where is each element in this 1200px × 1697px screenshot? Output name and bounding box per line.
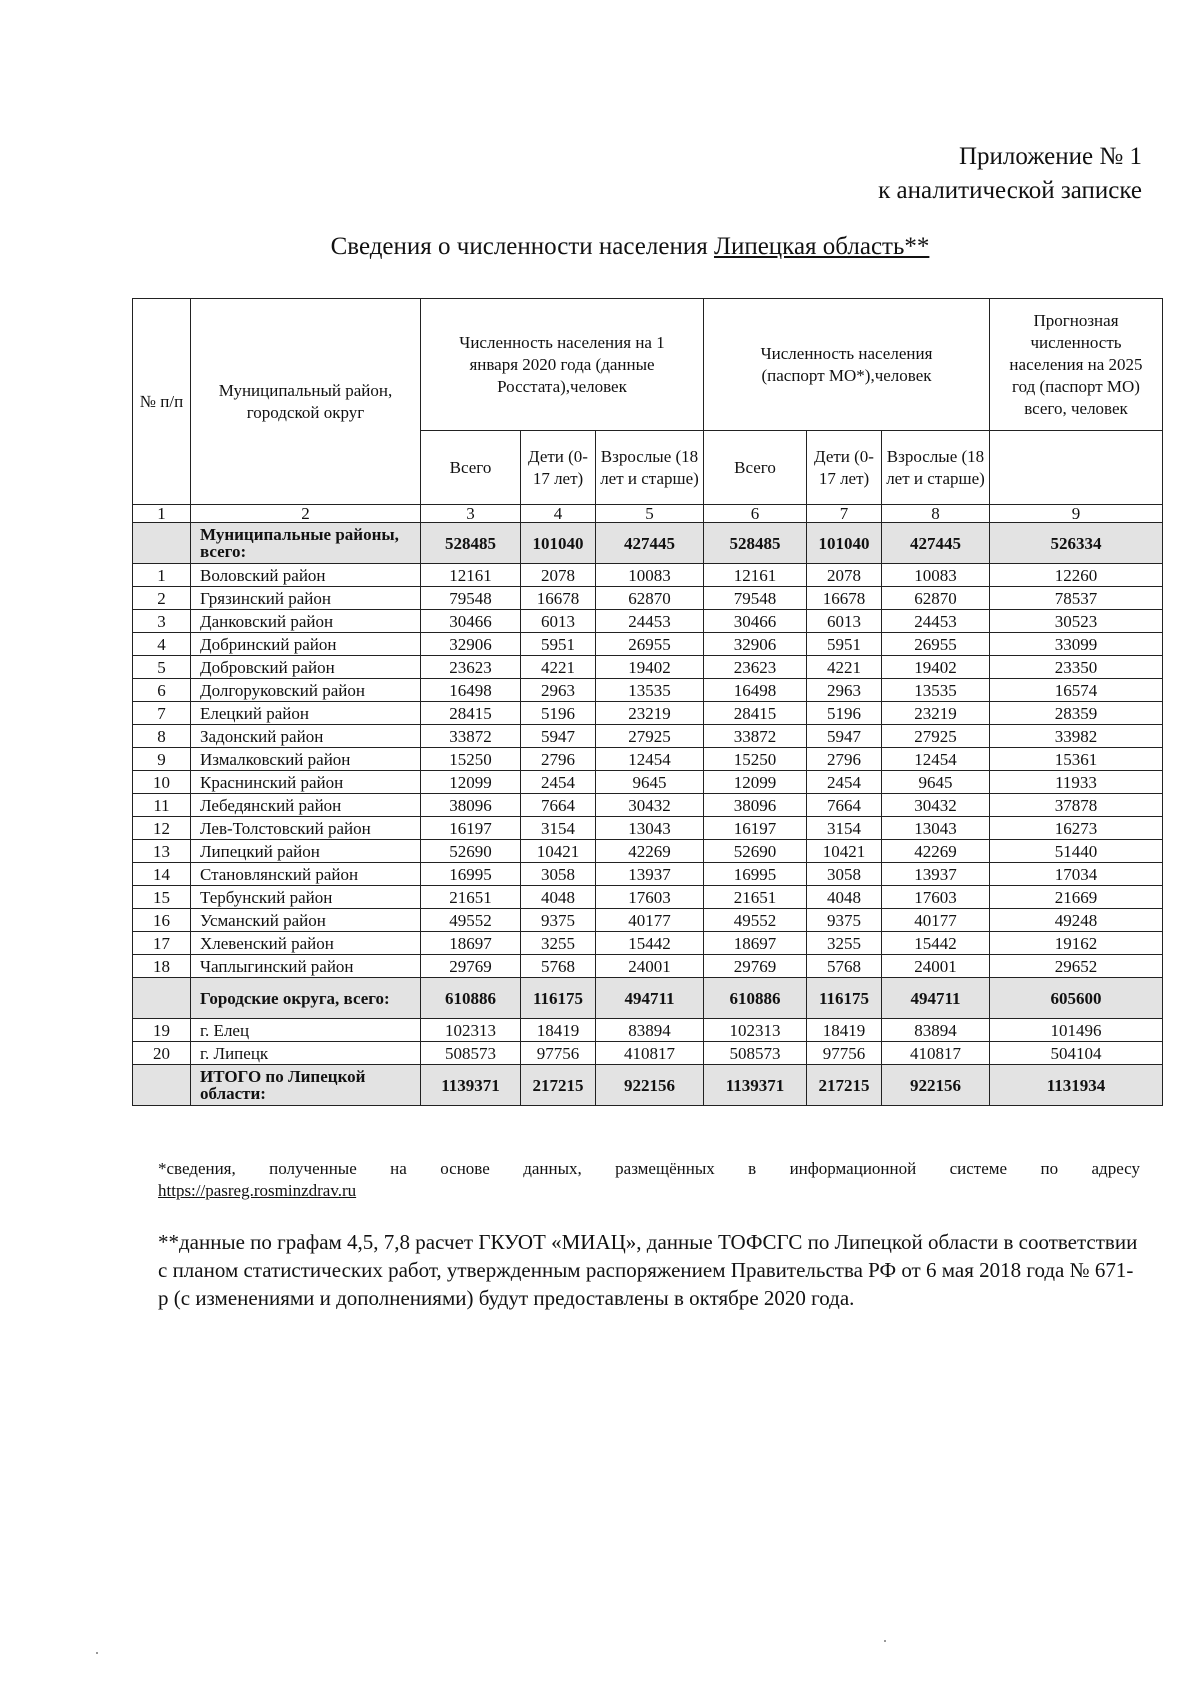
cell-value: 30466 <box>704 610 807 633</box>
cell-value: 78537 <box>990 587 1163 610</box>
cell-value: 12099 <box>421 771 521 794</box>
cell-value: 19162 <box>990 932 1163 955</box>
cell-value: 38096 <box>421 794 521 817</box>
cell-value: 2454 <box>807 771 882 794</box>
cell-value: 13937 <box>596 863 704 886</box>
cell-value: 922156 <box>596 1065 704 1106</box>
table-total-row <box>133 523 1163 564</box>
cell-value: 427445 <box>882 523 990 564</box>
table-row <box>133 679 1163 702</box>
cell-value: 12454 <box>596 748 704 771</box>
column-number-row <box>133 505 1163 523</box>
cell-value: 49552 <box>421 909 521 932</box>
cell-value: 10083 <box>596 564 704 587</box>
scan-speck <box>96 1652 98 1654</box>
cell-value: 79548 <box>421 587 521 610</box>
cell-num: 6 <box>133 679 191 702</box>
cell-value: 6013 <box>521 610 596 633</box>
cell-value: 27925 <box>882 725 990 748</box>
column-number: 8 <box>882 505 990 523</box>
cell-value: 3058 <box>807 863 882 886</box>
title-prefix: Сведения о численности населения <box>330 233 714 260</box>
cell-num: 15 <box>133 886 191 909</box>
table-row <box>133 725 1163 748</box>
cell-value: 16197 <box>704 817 807 840</box>
cell-value: 32906 <box>704 633 807 656</box>
header-children-passport: Дети (0-17 лет) <box>807 431 882 505</box>
cell-value: 5196 <box>521 702 596 725</box>
cell-value: 33872 <box>421 725 521 748</box>
cell-value: 410817 <box>596 1042 704 1065</box>
cell-value: 5947 <box>521 725 596 748</box>
cell-value: 605600 <box>990 978 1163 1019</box>
cell-num: 5 <box>133 656 191 679</box>
cell-value: 18419 <box>807 1019 882 1042</box>
header-num: № п/п <box>133 299 191 505</box>
header-total-rosstat: Всего <box>421 431 521 505</box>
cell-value: 13937 <box>882 863 990 886</box>
cell-value: 494711 <box>596 978 704 1019</box>
cell-name: Данковский район <box>191 610 421 633</box>
cell-value: 38096 <box>704 794 807 817</box>
cell-value: 51440 <box>990 840 1163 863</box>
cell-value: 52690 <box>421 840 521 863</box>
cell-name: Измалковский район <box>191 748 421 771</box>
cell-value: 4221 <box>807 656 882 679</box>
cell-value: 101496 <box>990 1019 1163 1042</box>
table-row <box>133 886 1163 909</box>
cell-value: 16498 <box>704 679 807 702</box>
appendix-header <box>878 140 1142 208</box>
cell-num: 19 <box>133 1019 191 1042</box>
cell-value: 1139371 <box>704 1065 807 1106</box>
cell-value: 101040 <box>521 523 596 564</box>
cell-value: 2796 <box>807 748 882 771</box>
header-forecast: Прогнозная численность населения на 2025 год (паспорт МО) всего, человек <box>990 299 1163 431</box>
cell-name: Лев-Толстовский район <box>191 817 421 840</box>
cell-value: 17034 <box>990 863 1163 886</box>
cell-value: 101040 <box>807 523 882 564</box>
cell-value: 12161 <box>704 564 807 587</box>
cell-value: 3255 <box>807 932 882 955</box>
header-children-rosstat: Дети (0-17 лет) <box>521 431 596 505</box>
cell-value: 83894 <box>596 1019 704 1042</box>
cell-value: 30466 <box>421 610 521 633</box>
cell-value: 83894 <box>882 1019 990 1042</box>
cell-value: 62870 <box>596 587 704 610</box>
cell-num: 12 <box>133 817 191 840</box>
cell-num <box>133 1065 191 1106</box>
cell-value: 21669 <box>990 886 1163 909</box>
cell-num: 17 <box>133 932 191 955</box>
cell-value: 13535 <box>596 679 704 702</box>
cell-value: 30523 <box>990 610 1163 633</box>
column-number: 5 <box>596 505 704 523</box>
cell-num: 20 <box>133 1042 191 1065</box>
cell-value: 15250 <box>421 748 521 771</box>
cell-value: 102313 <box>704 1019 807 1042</box>
cell-value: 29769 <box>704 955 807 978</box>
table-row <box>133 817 1163 840</box>
cell-num <box>133 978 191 1019</box>
column-number: 2 <box>191 505 421 523</box>
table-row <box>133 564 1163 587</box>
cell-value: 2078 <box>807 564 882 587</box>
cell-value: 33872 <box>704 725 807 748</box>
cell-value: 116175 <box>807 978 882 1019</box>
table-row <box>133 610 1163 633</box>
cell-value: 1139371 <box>421 1065 521 1106</box>
cell-value: 494711 <box>882 978 990 1019</box>
cell-value: 15442 <box>882 932 990 955</box>
cell-value: 9375 <box>521 909 596 932</box>
cell-value: 3255 <box>521 932 596 955</box>
cell-value: 13043 <box>596 817 704 840</box>
cell-value: 10083 <box>882 564 990 587</box>
cell-num: 7 <box>133 702 191 725</box>
appendix-line-2: к аналитической записке <box>878 177 1142 204</box>
cell-value: 610886 <box>704 978 807 1019</box>
cell-value: 16574 <box>990 679 1163 702</box>
cell-value: 4048 <box>521 886 596 909</box>
table-row <box>133 955 1163 978</box>
cell-value: 97756 <box>521 1042 596 1065</box>
cell-value: 16678 <box>521 587 596 610</box>
cell-name: ИТОГО по Липецкой области: <box>191 1065 421 1106</box>
cell-name: Городские округа, всего: <box>191 978 421 1019</box>
cell-value: 23623 <box>421 656 521 679</box>
cell-value: 16498 <box>421 679 521 702</box>
cell-name: Краснинский район <box>191 771 421 794</box>
cell-value: 12454 <box>882 748 990 771</box>
cell-value: 49552 <box>704 909 807 932</box>
appendix-line-1: Приложение № 1 <box>958 143 1142 170</box>
cell-name: Усманский район <box>191 909 421 932</box>
table-row <box>133 794 1163 817</box>
cell-num: 2 <box>133 587 191 610</box>
cell-value: 427445 <box>596 523 704 564</box>
cell-value: 5196 <box>807 702 882 725</box>
cell-num: 4 <box>133 633 191 656</box>
cell-value: 10421 <box>521 840 596 863</box>
cell-num: 9 <box>133 748 191 771</box>
cell-value: 16995 <box>421 863 521 886</box>
cell-num: 18 <box>133 955 191 978</box>
cell-name: Становлянский район <box>191 863 421 886</box>
cell-value: 4048 <box>807 886 882 909</box>
footnote-1-url: https://pasreg.rosminzdrav.ru <box>158 1181 357 1200</box>
table-row <box>133 840 1163 863</box>
table-row <box>133 587 1163 610</box>
cell-value: 2963 <box>521 679 596 702</box>
cell-value: 3154 <box>521 817 596 840</box>
cell-value: 410817 <box>882 1042 990 1065</box>
cell-value: 5947 <box>807 725 882 748</box>
cell-value: 2454 <box>521 771 596 794</box>
cell-value: 10421 <box>807 840 882 863</box>
cell-value: 24453 <box>882 610 990 633</box>
cell-value: 2796 <box>521 748 596 771</box>
cell-value: 24001 <box>882 955 990 978</box>
table-body <box>133 523 1163 1106</box>
table-row <box>133 771 1163 794</box>
cell-name: Грязинский район <box>191 587 421 610</box>
cell-value: 15361 <box>990 748 1163 771</box>
cell-value: 7664 <box>807 794 882 817</box>
cell-name: Тербунский район <box>191 886 421 909</box>
cell-value: 18419 <box>521 1019 596 1042</box>
cell-value: 508573 <box>704 1042 807 1065</box>
cell-value: 24001 <box>596 955 704 978</box>
cell-value: 2963 <box>807 679 882 702</box>
cell-value: 922156 <box>882 1065 990 1106</box>
header-total-passport: Всего <box>704 431 807 505</box>
cell-value: 23623 <box>704 656 807 679</box>
cell-value: 21651 <box>704 886 807 909</box>
cell-value: 40177 <box>882 909 990 932</box>
cell-name: Липецкий район <box>191 840 421 863</box>
cell-value: 17603 <box>882 886 990 909</box>
cell-value: 12161 <box>421 564 521 587</box>
document-title <box>0 233 1200 261</box>
footnote-1: *сведения, полученные на основе данных, размещённых в информационной системе по адресу <box>158 1159 1140 1178</box>
cell-value: 504104 <box>990 1042 1163 1065</box>
cell-name: г. Липецк <box>191 1042 421 1065</box>
cell-value: 528485 <box>421 523 521 564</box>
table-row <box>133 633 1163 656</box>
column-number: 6 <box>704 505 807 523</box>
cell-value: 26955 <box>596 633 704 656</box>
cell-value: 16273 <box>990 817 1163 840</box>
cell-name: Воловский район <box>191 564 421 587</box>
cell-value: 23219 <box>596 702 704 725</box>
cell-value: 23350 <box>990 656 1163 679</box>
header-passport-group: Численность населения (паспорт МО*),человек <box>704 299 990 431</box>
header-forecast-empty <box>990 431 1163 505</box>
cell-value: 1131934 <box>990 1065 1163 1106</box>
cell-num: 10 <box>133 771 191 794</box>
cell-value: 11933 <box>990 771 1163 794</box>
cell-value: 217215 <box>807 1065 882 1106</box>
cell-num: 8 <box>133 725 191 748</box>
cell-value: 13043 <box>882 817 990 840</box>
cell-value: 24453 <box>596 610 704 633</box>
population-table <box>132 298 1163 1106</box>
column-number: 4 <box>521 505 596 523</box>
cell-value: 12260 <box>990 564 1163 587</box>
cell-value: 27925 <box>596 725 704 748</box>
cell-value: 3058 <box>521 863 596 886</box>
cell-value: 26955 <box>882 633 990 656</box>
cell-value: 33982 <box>990 725 1163 748</box>
cell-value: 28359 <box>990 702 1163 725</box>
cell-value: 5951 <box>521 633 596 656</box>
cell-value: 37878 <box>990 794 1163 817</box>
cell-name: Задонский район <box>191 725 421 748</box>
cell-value: 116175 <box>521 978 596 1019</box>
cell-value: 30432 <box>882 794 990 817</box>
scan-speck <box>884 1640 886 1642</box>
footnote-2: **данные по графам 4,5, 7,8 расчет ГКУОТ «МИАЦ», данные ТОФСГС по Липецкой области в соответствии с планом статистических работ, утвержденным распоряжением Правительства РФ от 6 мая 2018 года № 671-р (с изменениями и дополнениями) будут предоставлены в октябре 2020 года. <box>158 1230 1138 1310</box>
table-row <box>133 702 1163 725</box>
cell-value: 12099 <box>704 771 807 794</box>
cell-value: 23219 <box>882 702 990 725</box>
cell-name: Добринский район <box>191 633 421 656</box>
header-adults-rosstat: Взрослые (18 лет и старше) <box>596 431 704 505</box>
cell-value: 5768 <box>521 955 596 978</box>
cell-value: 18697 <box>704 932 807 955</box>
header-name: Муниципальный район, городской округ <box>191 299 421 505</box>
cell-value: 29769 <box>421 955 521 978</box>
cell-num: 1 <box>133 564 191 587</box>
cell-value: 33099 <box>990 633 1163 656</box>
cell-value: 16678 <box>807 587 882 610</box>
cell-num: 3 <box>133 610 191 633</box>
cell-value: 42269 <box>882 840 990 863</box>
cell-num: 11 <box>133 794 191 817</box>
cell-value: 17603 <box>596 886 704 909</box>
cell-num <box>133 523 191 564</box>
cell-value: 13535 <box>882 679 990 702</box>
cell-value: 21651 <box>421 886 521 909</box>
cell-value: 2078 <box>521 564 596 587</box>
cell-value: 28415 <box>704 702 807 725</box>
cell-name: Чаплыгинский район <box>191 955 421 978</box>
table-row <box>133 1042 1163 1065</box>
header-rosstat-group: Численность населения на 1 января 2020 года (данные Росстата),человек <box>421 299 704 431</box>
cell-value: 19402 <box>882 656 990 679</box>
cell-name: Муниципальные районы, всего: <box>191 523 421 564</box>
cell-value: 40177 <box>596 909 704 932</box>
cell-name: Добровский район <box>191 656 421 679</box>
cell-value: 52690 <box>704 840 807 863</box>
cell-value: 28415 <box>421 702 521 725</box>
cell-value: 97756 <box>807 1042 882 1065</box>
cell-value: 32906 <box>421 633 521 656</box>
cell-name: Лебедянский район <box>191 794 421 817</box>
cell-value: 6013 <box>807 610 882 633</box>
cell-value: 30432 <box>596 794 704 817</box>
cell-value: 29652 <box>990 955 1163 978</box>
cell-value: 610886 <box>421 978 521 1019</box>
cell-value: 16995 <box>704 863 807 886</box>
column-number: 9 <box>990 505 1163 523</box>
cell-value: 16197 <box>421 817 521 840</box>
cell-name: г. Елец <box>191 1019 421 1042</box>
header-adults-passport: Взрослые (18 лет и старше) <box>882 431 990 505</box>
cell-value: 9645 <box>882 771 990 794</box>
cell-value: 15250 <box>704 748 807 771</box>
cell-name: Хлевенский район <box>191 932 421 955</box>
table-row <box>133 748 1163 771</box>
column-number: 3 <box>421 505 521 523</box>
cell-value: 5768 <box>807 955 882 978</box>
cell-value: 102313 <box>421 1019 521 1042</box>
cell-name: Долгоруковский район <box>191 679 421 702</box>
cell-value: 217215 <box>521 1065 596 1106</box>
cell-num: 13 <box>133 840 191 863</box>
cell-value: 19402 <box>596 656 704 679</box>
cell-value: 79548 <box>704 587 807 610</box>
cell-value: 5951 <box>807 633 882 656</box>
cell-value: 9375 <box>807 909 882 932</box>
title-region: Липецкая область** <box>713 233 930 260</box>
cell-value: 18697 <box>421 932 521 955</box>
cell-value: 42269 <box>596 840 704 863</box>
column-number: 7 <box>807 505 882 523</box>
column-number: 1 <box>133 505 191 523</box>
cell-value: 4221 <box>521 656 596 679</box>
cell-num: 16 <box>133 909 191 932</box>
cell-name: Елецкий район <box>191 702 421 725</box>
cell-num: 14 <box>133 863 191 886</box>
cell-value: 526334 <box>990 523 1163 564</box>
cell-value: 3154 <box>807 817 882 840</box>
cell-value: 62870 <box>882 587 990 610</box>
table-total-row <box>133 978 1163 1019</box>
table-row <box>133 656 1163 679</box>
cell-value: 15442 <box>596 932 704 955</box>
cell-value: 508573 <box>421 1042 521 1065</box>
cell-value: 49248 <box>990 909 1163 932</box>
cell-value: 528485 <box>704 523 807 564</box>
cell-value: 7664 <box>521 794 596 817</box>
table-total-row <box>133 1065 1163 1106</box>
table-row <box>133 932 1163 955</box>
table-row <box>133 1019 1163 1042</box>
table-row <box>133 863 1163 886</box>
table-row <box>133 909 1163 932</box>
cell-value: 9645 <box>596 771 704 794</box>
